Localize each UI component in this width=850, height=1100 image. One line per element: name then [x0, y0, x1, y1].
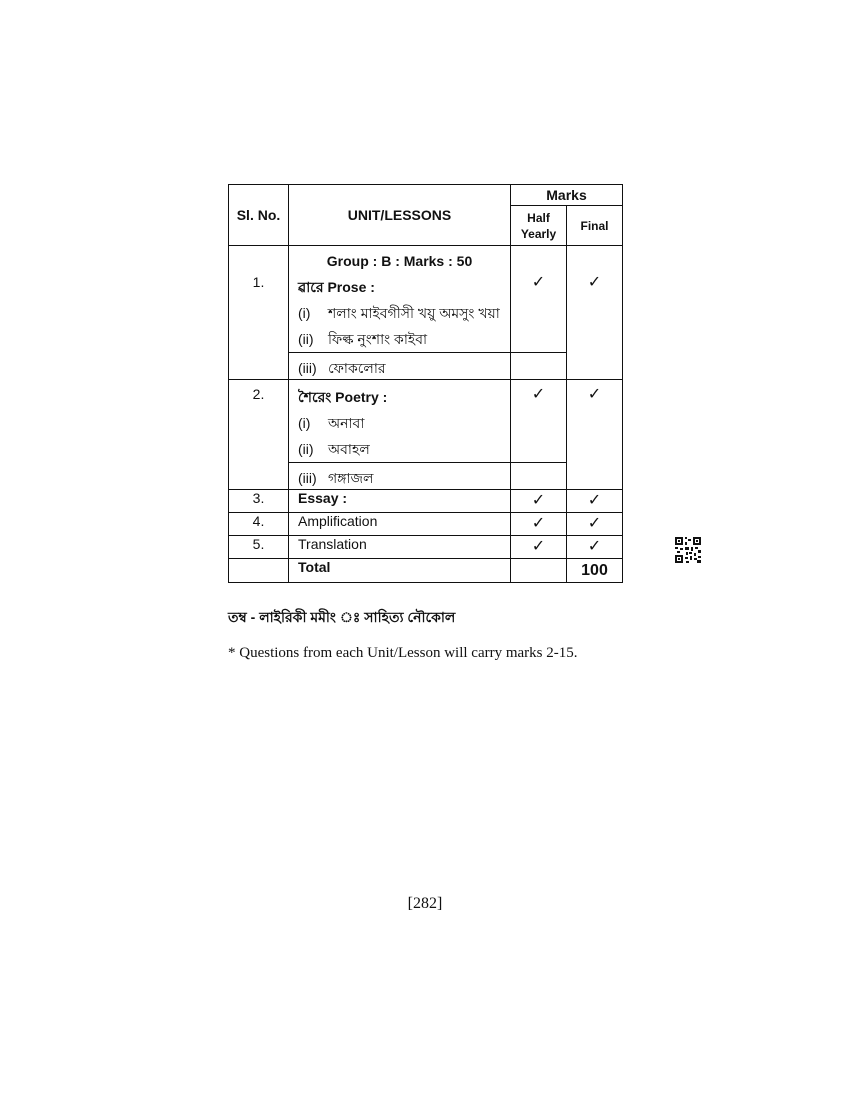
final-check: ✓ — [567, 246, 623, 380]
lesson-item — [298, 436, 510, 462]
lesson-item — [298, 410, 510, 436]
header-final: Final — [567, 206, 623, 246]
header-half-yearly-line1: Half — [527, 210, 550, 225]
item-number: (i) — [298, 305, 311, 321]
header-unit-lessons: UNIT/LESSONS — [289, 185, 511, 246]
source-line: তম্ব - লাইরিকী মমীং ঃ সাহিত্য নৌকোল — [228, 609, 456, 625]
lesson-item — [289, 300, 510, 326]
header-marks: Marks — [511, 185, 623, 206]
table-row — [229, 380, 623, 463]
final-check: ✓ — [567, 380, 623, 490]
item-text: ফিল্ক নুংশাং কাইবা — [328, 331, 428, 347]
syllabus-marks-table — [228, 184, 623, 583]
total-value: 100 — [567, 559, 623, 583]
item-text: শলাং মাইবগীসী খয়ু অমসুং খয়া — [328, 305, 500, 321]
lesson-cell — [289, 463, 511, 490]
final-check: ✓ — [567, 536, 623, 559]
empty-cell — [229, 559, 289, 583]
lesson-item — [298, 357, 510, 379]
page-number: [282] — [407, 895, 443, 912]
item-number: (ii) — [298, 331, 314, 347]
header-half-yearly-line2: Yearly — [520, 226, 557, 241]
empty-cell — [511, 463, 567, 490]
half-yearly-check: ✓ — [511, 380, 567, 463]
lesson-title: Translation — [289, 536, 511, 559]
table-row — [229, 463, 623, 490]
half-yearly-check: ✓ — [511, 536, 567, 559]
qr-code-icon — [675, 537, 701, 563]
table-row — [229, 513, 623, 536]
footnote: * Questions from each Unit/Lesson will carry marks 2-15. — [228, 645, 578, 661]
item-text: অবাহল — [328, 441, 370, 457]
sl-number: 3. — [229, 490, 289, 513]
item-number: (i) — [298, 415, 311, 431]
item-text: অনাবা — [328, 415, 365, 431]
lesson-cell — [289, 246, 511, 353]
lesson-title: শৈরেং Poetry : — [298, 389, 388, 405]
header-sl-no: Sl. No. — [229, 185, 289, 246]
lesson-title: Essay : — [289, 490, 511, 513]
table-row — [229, 246, 623, 353]
lesson-cell — [289, 353, 511, 380]
lesson-item — [289, 326, 510, 352]
lesson-title: Amplification — [289, 513, 511, 536]
item-text: ফোকলোর — [328, 360, 386, 376]
item-number: (iii) — [298, 470, 317, 486]
table-row — [229, 536, 623, 559]
total-label: Total — [289, 559, 511, 583]
sl-number: 2. — [229, 380, 289, 490]
empty-cell — [511, 353, 567, 380]
total-row — [229, 559, 623, 583]
final-check: ✓ — [567, 490, 623, 513]
half-yearly-check: ✓ — [511, 490, 567, 513]
table-row — [229, 490, 623, 513]
half-yearly-check: ✓ — [511, 246, 567, 353]
lesson-title: ৱারে Prose : — [298, 279, 375, 295]
half-yearly-check: ✓ — [511, 513, 567, 536]
final-check: ✓ — [567, 513, 623, 536]
lesson-item — [298, 467, 510, 489]
sl-number: 1. — [229, 246, 289, 380]
sl-number: 4. — [229, 513, 289, 536]
empty-cell — [511, 559, 567, 583]
table-row — [229, 353, 623, 380]
item-text: গঙ্গাজল — [328, 470, 374, 486]
group-header: Group : B : Marks : 50 — [326, 253, 473, 269]
item-number: (iii) — [298, 360, 317, 376]
sl-number: 5. — [229, 536, 289, 559]
lesson-cell — [289, 380, 511, 463]
header-half-yearly — [511, 206, 567, 246]
item-number: (ii) — [298, 441, 314, 457]
